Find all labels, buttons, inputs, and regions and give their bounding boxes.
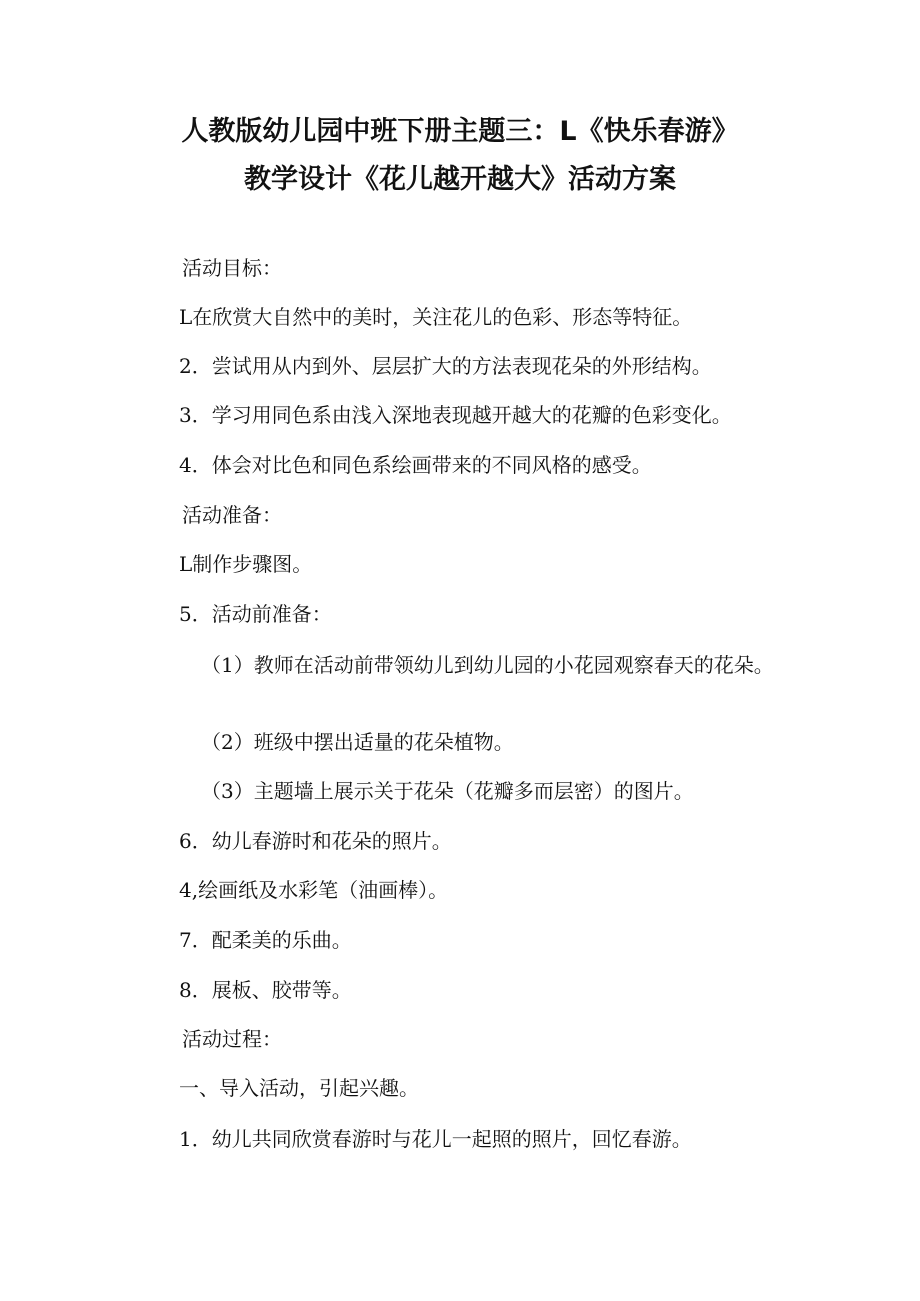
preparation-subitem-3: （3）主题墙上展示关于花朵（花瓣多而层密）的图片。 xyxy=(201,779,694,803)
preparation-item-1: L制作步骤图。 xyxy=(179,552,313,576)
process-step-heading: 一、导入活动，引起兴趣。 xyxy=(179,1076,419,1100)
preparation-item-6: 6．幼儿春游时和花朵的照片。 xyxy=(179,829,452,853)
document-title-line-1: 人教版幼儿园中班下册主题三：L《快乐春游》 xyxy=(181,116,739,147)
process-item-1: 1．幼儿共同欣赏春游时与花儿一起照的照片，回忆春游。 xyxy=(179,1127,692,1151)
section-heading-objectives: 活动目标： xyxy=(182,256,282,280)
preparation-subitem-2: （2）班级中摆出适量的花朵植物。 xyxy=(201,730,514,754)
preparation-item-5: 5．活动前准备： xyxy=(179,602,332,626)
objective-item-4: 4．体会对比色和同色系绘画带来的不同风格的感受。 xyxy=(179,453,652,477)
preparation-item-7: 7．配柔美的乐曲。 xyxy=(179,928,352,952)
objective-item-3: 3．学习用同色系由浅入深地表现越开越大的花瓣的色彩变化。 xyxy=(179,403,732,427)
objective-item-1: L在欣赏大自然中的美时，关注花儿的色彩、形态等特征。 xyxy=(179,305,693,329)
preparation-item-8: 8．展板、胶带等。 xyxy=(179,978,352,1002)
objective-item-2: 2．尝试用从内到外、层层扩大的方法表现花朵的外形结构。 xyxy=(179,354,712,378)
preparation-subitem-1: （1）教师在活动前带领幼儿到幼儿园的小花园观察春天的花朵。 xyxy=(201,653,774,677)
section-heading-process: 活动过程： xyxy=(182,1027,282,1051)
section-heading-preparation: 活动准备： xyxy=(182,503,282,527)
document-title-line-2: 教学设计《花儿越开越大》活动方案 xyxy=(244,164,676,195)
preparation-item-4: 4,绘画纸及水彩笔（油画棒）。 xyxy=(179,878,449,902)
